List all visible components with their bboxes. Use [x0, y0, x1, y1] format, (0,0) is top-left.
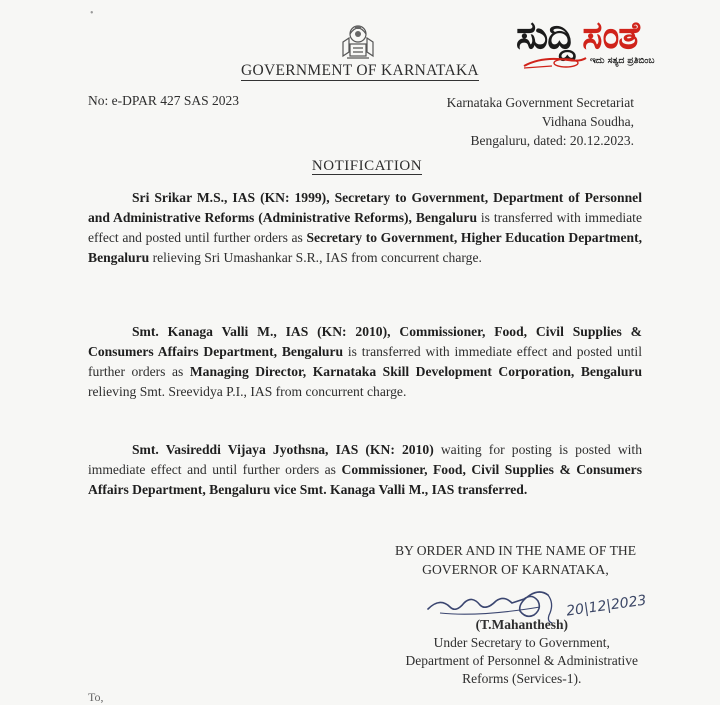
order-statement: [395, 541, 636, 579]
recipient-label: To,: [88, 690, 104, 704]
paragraph-2: [88, 322, 642, 402]
paragraph-1: [88, 188, 642, 268]
para1-text-1: is transferred with immediate effect and posted until further orders as: [88, 210, 642, 245]
signatory-block: [406, 616, 638, 688]
paragraph-3: [88, 440, 642, 500]
signatory-designation-2: Department of Personnel & Administrative: [405, 653, 638, 668]
signatory-designation-3: Reforms (Services-1).: [462, 671, 582, 686]
notification-heading: [0, 158, 720, 175]
para3-bold-1: Smt. Vasireddi Vijaya Jyothsna, IAS (KN: 2010): [132, 442, 434, 457]
karnataka-emblem-icon: [335, 18, 381, 64]
order-line-1: BY ORDER AND IN THE NAME OF THE: [394, 543, 636, 558]
address-line-3: Bengaluru, dated: 20.12.2023.: [470, 133, 634, 148]
para2-text-2: relieving Smt. Sreevidya P.I., IAS from concurrent charge.: [88, 384, 407, 399]
signatory-designation-1: Under Secretary to Government,: [433, 635, 610, 650]
government-title: [0, 62, 720, 80]
reference-number: No: e-DPAR 427 SAS 2023: [88, 93, 240, 108]
logo-tagline: ಇದು ಸತ್ಯದ ಪ್ರತಿಬಿಂಬ: [590, 56, 655, 66]
para1-bold-1: Sri Srikar M.S., IAS (KN: 1999), Secretary to Government, Department of Personnel and Administrative Reforms (Administrative Reforms), Bengaluru: [88, 190, 642, 225]
para2-bold-1: Smt. Kanaga Valli M., IAS (KN: 2010), Commissioner, Food, Civil Supplies & Consumers Affairs Department, Bengaluru: [88, 324, 642, 359]
para3-bold-2: Commissioner, Food, Civil Supplies & Consumers Affairs Department, Bengaluru vice Smt. Kanaga Valli M., IAS transferred.: [88, 462, 642, 497]
logo-word-sante: ಸಂತೆ: [582, 13, 639, 57]
para1-text-2: relieving Sri Umashankar S.R., IAS from concurrent charge.: [149, 250, 482, 265]
logo-word-suddi: ಸುದ್ದಿ: [516, 13, 575, 57]
para1-bold-2: Secretary to Government, Higher Education Department, Bengaluru: [88, 230, 643, 265]
para2-text-1: is transferred with immediate effect and posted until further orders as: [88, 344, 642, 379]
address-line-2: Vidhana Soudha,: [541, 114, 634, 129]
signatory-name: (T.Mahanthesh): [475, 617, 568, 632]
signature-date: 20|12|2023: [565, 592, 648, 620]
para3-text-1: waiting for posting is posted with immediate effect and until further orders as: [88, 442, 642, 477]
secretariat-address: [447, 93, 634, 150]
address-line-1: Karnataka Government Secretariat: [446, 95, 634, 110]
notification-heading-text: NOTIFICATION: [311, 158, 423, 174]
order-line-2: GOVERNOR OF KARNATAKA,: [422, 562, 609, 577]
para2-bold-2: Managing Director, Karnataka Skill Development Corporation, Bengaluru: [189, 364, 642, 379]
government-title-text: GOVERNMENT OF KARNATAKA: [241, 62, 479, 79]
scan-mark: •: [90, 8, 94, 19]
logo-wordmark: [516, 14, 639, 56]
